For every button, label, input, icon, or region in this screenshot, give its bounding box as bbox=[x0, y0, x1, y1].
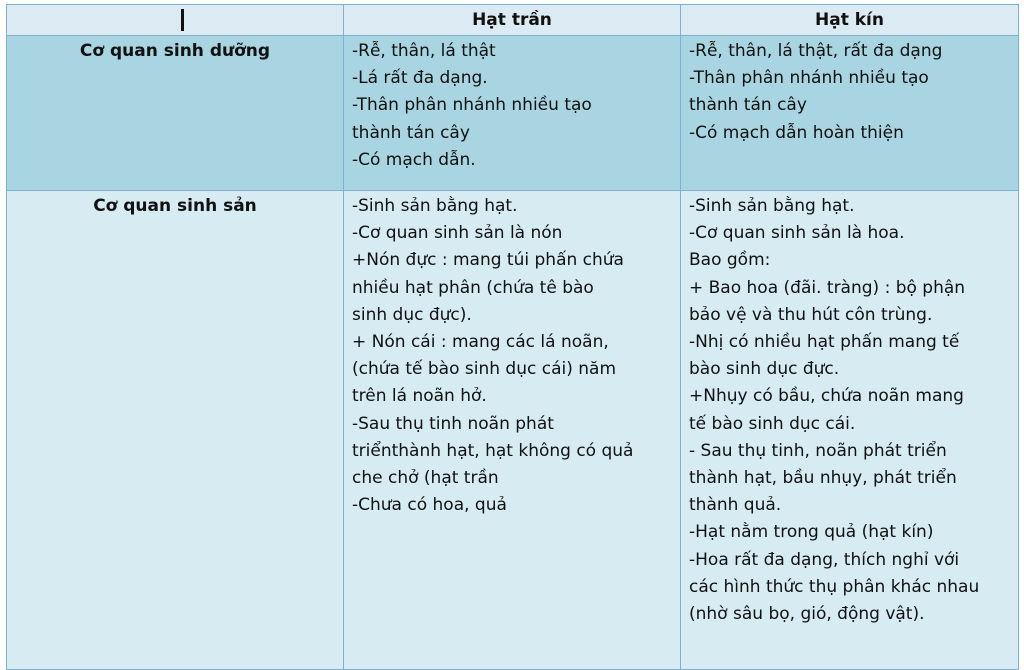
table-row-sinh-duong bbox=[7, 36, 1019, 191]
cell-line: + Bao hoa (đãi. tràng) : bộ phận bbox=[689, 277, 966, 298]
cell-line: -Cơ quan sinh sản là hoa. bbox=[689, 223, 905, 244]
row-label-sinh-duong: Cơ quan sinh dưỡng bbox=[7, 36, 344, 191]
table-row-sinh-san bbox=[7, 191, 1019, 670]
cell-line: thành hạt, bầu nhụy, phát triển bbox=[689, 468, 957, 489]
cell-line: -Hạt nằm trong quả (hạt kín) bbox=[689, 522, 934, 543]
cell-line: triểnthành hạt, hạt không có quả bbox=[352, 440, 634, 461]
cell-sinh-duong-hat-kin bbox=[681, 36, 1019, 191]
cell-line: nhiều hạt phân (chứa tê bào bbox=[352, 277, 594, 298]
row-label-sinh-san: Cơ quan sinh sản bbox=[7, 191, 344, 670]
cell-sinh-san-hat-tran bbox=[344, 191, 681, 670]
cell-line: -Có mạch dẫn hoàn thiện bbox=[689, 122, 904, 143]
cell-line: (nhờ sâu bọ, gió, động vật). bbox=[689, 604, 925, 625]
cell-line: - Sau thụ tinh, noãn phát triển bbox=[689, 440, 947, 461]
cell-line: -Sinh sản bằng hạt. bbox=[352, 196, 518, 216]
cell-line: -Rễ, thân, lá thật, rất đa dạng bbox=[689, 41, 943, 61]
cell-line: -Hoa rất đa dạng, thích nghỉ với bbox=[689, 549, 960, 570]
cell-line: -Cơ quan sinh sản là nón bbox=[352, 223, 563, 244]
cell-line: thành tán cây bbox=[689, 95, 807, 116]
cell-line: -Có mạch dẫn. bbox=[352, 149, 476, 170]
cell-line: +Nón đực : mang túi phấn chứa bbox=[352, 250, 624, 271]
cell-line: -Lá rất đa dạng. bbox=[352, 68, 488, 89]
cell-line: (chứa tế bào sinh dục cái) năm bbox=[352, 359, 617, 380]
cell-line: các hình thức thụ phân khác nhau bbox=[689, 576, 980, 597]
cell-line: -Rễ, thân, lá thật bbox=[352, 41, 496, 61]
cell-line: -Thân phân nhánh nhiều tạo bbox=[689, 68, 929, 89]
header-hat-tran: Hạt trần bbox=[344, 5, 681, 36]
cell-line: tế bào sinh dục cái. bbox=[689, 413, 856, 434]
cell-line: -Chưa có hoa, quả bbox=[352, 495, 507, 516]
cell-line: -Thân phân nhánh nhiều tạo bbox=[352, 95, 592, 116]
header-empty-cell[interactable] bbox=[7, 5, 344, 36]
cell-sinh-duong-hat-tran bbox=[344, 36, 681, 191]
header-hat-kin: Hạt kín bbox=[681, 5, 1019, 36]
cell-line: -Sau thụ tinh noãn phát bbox=[352, 413, 554, 434]
cell-sinh-san-hat-kin bbox=[681, 191, 1019, 670]
comparison-table bbox=[6, 4, 1019, 670]
cell-line: trên lá noãn hở. bbox=[352, 386, 487, 407]
cell-line: +Nhụy có bầu, chứa noãn mang bbox=[689, 386, 964, 407]
cell-line: -Sinh sản bằng hạt. bbox=[689, 196, 855, 216]
cell-line: Bao gồm: bbox=[689, 250, 771, 271]
text-cursor bbox=[181, 9, 184, 31]
cell-line: -Nhị có nhiều hạt phấn mang tế bbox=[689, 332, 960, 353]
cell-line: che chở (hạt trần bbox=[352, 468, 499, 489]
cell-line: thành quả. bbox=[689, 495, 782, 516]
cell-line: bảo vệ và thu hút côn trùng. bbox=[689, 304, 933, 325]
cell-line: thành tán cây bbox=[352, 122, 470, 143]
cell-line: + Nón cái : mang các lá noãn, bbox=[352, 332, 609, 353]
cell-line: sinh dục đực). bbox=[352, 304, 472, 325]
cell-line: bào sinh dục đực. bbox=[689, 359, 840, 380]
table-header-row bbox=[7, 5, 1019, 36]
